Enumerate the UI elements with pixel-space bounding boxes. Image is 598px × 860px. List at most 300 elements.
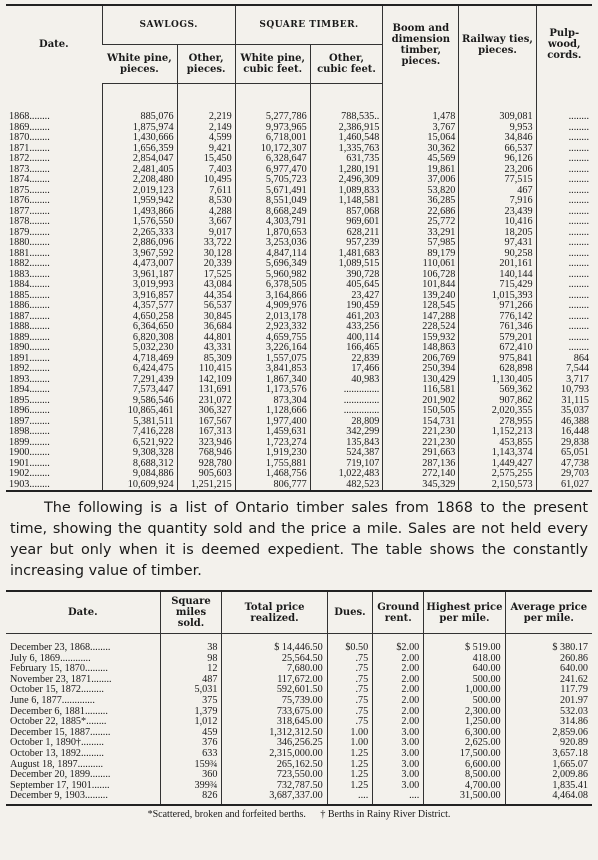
other-pieces-cell: 231,072 (177, 396, 235, 407)
table-row (6, 238, 592, 249)
white-pine-cubic-cell: 1,870,653 (235, 228, 310, 239)
other-cubic-cell: 40,983 (310, 375, 383, 386)
boom-timber-cell: 139,240 (383, 291, 459, 302)
header-average-price: Average price per mile. (505, 591, 592, 634)
total-price-cell: 265,162.50 (222, 760, 327, 771)
other-cubic-cell: 1,335,763 (310, 144, 383, 155)
white-pine-pieces-cell: 2,265,333 (102, 228, 177, 239)
square-miles-cell: 5,031 (160, 685, 222, 696)
header-boom: Boom and dimension timber, pieces. (383, 5, 459, 84)
header-highest-price: Highest price per mile. (424, 591, 505, 634)
ground-rent-cell: 2.00 (373, 707, 424, 718)
boom-timber-cell: 201,902 (383, 396, 459, 407)
white-pine-cubic-cell: 4,659,755 (235, 333, 310, 344)
sale-date-cell: November 23, 1871........ (10, 673, 112, 685)
white-pine-pieces-cell: 9,308,328 (102, 448, 177, 459)
year-cell: 1873........ (9, 163, 50, 175)
white-pine-cubic-cell: 5,960,982 (235, 270, 310, 281)
sale-date-cell: February 15, 1870......... (10, 663, 108, 675)
other-cubic-cell: 1,022,483 (310, 469, 383, 480)
white-pine-pieces-cell: 885,076 (102, 112, 177, 123)
white-pine-cubic-cell: 806,777 (235, 480, 310, 492)
total-price-cell: 7,680.00 (222, 664, 327, 675)
year-cell: 1870........ (9, 132, 50, 143)
railway-ties-cell: 2,150,573 (459, 480, 536, 492)
table-row (6, 175, 592, 186)
highest-price-cell: 2,300.00 (424, 707, 505, 718)
timber-production-body (6, 84, 592, 492)
white-pine-pieces-cell: 1,493,866 (102, 207, 177, 218)
dues-cell: 1.00 (327, 728, 373, 739)
ground-rent-cell: 3.00 (373, 728, 424, 739)
year-cell: 1893........ (9, 373, 50, 385)
pulpwood-cords-cell: ........ (536, 343, 592, 354)
table-row (6, 322, 592, 333)
other-cubic-cell: 405,645 (310, 280, 383, 291)
other-cubic-cell: 482,523 (310, 480, 383, 492)
total-price-cell: 75,739.00 (222, 696, 327, 707)
table-row (6, 469, 592, 480)
dues-cell: 1.25 (327, 760, 373, 771)
railway-ties-cell: 2,575,255 (459, 469, 536, 480)
boom-timber-cell: 101,844 (383, 280, 459, 291)
total-price-cell: 3,687,337.00 (222, 791, 327, 805)
header-other-pieces: Other, pieces. (177, 45, 235, 84)
other-cubic-cell: 957,239 (310, 238, 383, 249)
railway-ties-cell: 309,081 (459, 112, 536, 123)
ground-rent-cell: 2.00 (373, 717, 424, 728)
white-pine-cubic-cell: 3,841,853 (235, 364, 310, 375)
average-price-cell: 4,464.08 (505, 791, 592, 805)
white-pine-cubic-cell: 2,013,178 (235, 312, 310, 323)
boom-timber-cell: 33,291 (383, 228, 459, 239)
pulpwood-cords-cell: ........ (536, 144, 592, 155)
ground-rent-cell: 2.00 (373, 664, 424, 675)
pulpwood-cords-cell: 65,051 (536, 448, 592, 459)
dues-cell: $0.50 (327, 634, 373, 654)
white-pine-pieces-cell: 4,473,007 (102, 259, 177, 270)
boom-timber-cell: 221,230 (383, 438, 459, 449)
average-price-cell: 314.86 (505, 717, 592, 728)
year-cell: 1868........ (9, 111, 50, 122)
dues-cell: .75 (327, 675, 373, 686)
other-pieces-cell: 43,331 (177, 343, 235, 354)
total-price-cell: 733,675.00 (222, 707, 327, 718)
table-row (6, 385, 592, 396)
boom-timber-cell: 106,728 (383, 270, 459, 281)
year-cell: 1891........ (9, 352, 50, 364)
average-price-cell: 2,009.86 (505, 770, 592, 781)
average-price-cell: 3,657.18 (505, 749, 592, 760)
boom-timber-cell: 19,861 (383, 165, 459, 176)
other-pieces-cell: 905,603 (177, 469, 235, 480)
pulpwood-cords-cell: ........ (536, 217, 592, 228)
sale-date-cell: October 13, 1892......... (10, 747, 104, 759)
railway-ties-cell: 1,449,427 (459, 459, 536, 470)
highest-price-cell: 17,500.00 (424, 749, 505, 760)
white-pine-pieces-cell: 7,573,447 (102, 385, 177, 396)
pulpwood-cords-cell: ........ (536, 123, 592, 134)
other-cubic-cell: 1,481,683 (310, 249, 383, 260)
year-cell: 1877........ (9, 205, 50, 217)
year-cell: 1884........ (9, 279, 50, 290)
railway-ties-cell: 10,416 (459, 217, 536, 228)
pulpwood-cords-cell: ........ (536, 249, 592, 260)
dues-cell: .75 (327, 654, 373, 665)
white-pine-cubic-cell: 1,919,230 (235, 448, 310, 459)
highest-price-cell: 2,625.00 (424, 738, 505, 749)
railway-ties-cell: 77,515 (459, 175, 536, 186)
other-cubic-cell: 2,496,309 (310, 175, 383, 186)
table-row (6, 696, 592, 707)
year-cell: 1887........ (9, 310, 50, 322)
other-pieces-cell: 56,537 (177, 301, 235, 312)
other-pieces-cell: 85,309 (177, 354, 235, 365)
other-cubic-cell: 400,114 (310, 333, 383, 344)
boom-timber-cell: 45,569 (383, 154, 459, 165)
year-cell: 1869........ (9, 121, 50, 133)
other-cubic-cell: 1,460,548 (310, 133, 383, 144)
year-cell: 1882........ (9, 258, 50, 269)
boom-timber-cell: 116,581 (383, 385, 459, 396)
white-pine-pieces-cell: 4,650,258 (102, 312, 177, 323)
railway-ties-cell: 66,537 (459, 144, 536, 155)
sale-date-cell: October 22, 1885*........ (10, 716, 107, 728)
other-pieces-cell: 323,946 (177, 438, 235, 449)
table-row (6, 749, 592, 760)
pulpwood-cords-cell: 61,027 (536, 480, 592, 492)
year-cell: 1886........ (9, 300, 50, 311)
other-pieces-cell: 768,946 (177, 448, 235, 459)
ground-rent-cell: .... (373, 791, 424, 805)
other-cubic-cell: 390,728 (310, 270, 383, 281)
white-pine-pieces-cell: 5,381,511 (102, 417, 177, 428)
white-pine-cubic-cell: 1,755,881 (235, 459, 310, 470)
pulpwood-cords-cell: ........ (536, 207, 592, 218)
total-price-cell: 732,787.50 (222, 781, 327, 792)
white-pine-pieces-cell: 5,032,230 (102, 343, 177, 354)
other-cubic-cell: 190,459 (310, 301, 383, 312)
other-pieces-cell: 30,845 (177, 312, 235, 323)
highest-price-cell: $ 519.00 (424, 634, 505, 654)
white-pine-pieces-cell: 2,854,047 (102, 154, 177, 165)
boom-timber-cell: 89,179 (383, 249, 459, 260)
average-price-cell: 117.79 (505, 685, 592, 696)
pulpwood-cords-cell: ........ (536, 175, 592, 186)
railway-ties-cell: 90,258 (459, 249, 536, 260)
other-cubic-cell: 2,386,915 (310, 123, 383, 134)
white-pine-pieces-cell: 6,521,922 (102, 438, 177, 449)
railway-ties-cell: 1,015,393 (459, 291, 536, 302)
white-pine-pieces-cell: 2,208,480 (102, 175, 177, 186)
table-row (6, 196, 592, 207)
total-price-cell: 1,312,312.50 (222, 728, 327, 739)
white-pine-pieces-cell: 3,961,187 (102, 270, 177, 281)
table-row (6, 791, 592, 805)
square-miles-cell: 98 (160, 654, 222, 665)
other-pieces-cell: 4,599 (177, 133, 235, 144)
white-pine-cubic-cell: 1,173,576 (235, 385, 310, 396)
other-cubic-cell: 628,211 (310, 228, 383, 239)
pulpwood-cords-cell: ........ (536, 280, 592, 291)
other-pieces-cell: 9,017 (177, 228, 235, 239)
average-price-cell: 241.62 (505, 675, 592, 686)
year-cell: 1902........ (9, 468, 50, 479)
pulpwood-cords-cell: 864 (536, 354, 592, 365)
highest-price-cell: 500.00 (424, 675, 505, 686)
highest-price-cell: 8,500.00 (424, 770, 505, 781)
other-cubic-cell: 23,427 (310, 291, 383, 302)
year-cell: 1894........ (9, 384, 50, 395)
square-miles-cell: 633 (160, 749, 222, 760)
other-pieces-cell: 9,421 (177, 144, 235, 155)
average-price-cell: 532.03 (505, 707, 592, 718)
white-pine-pieces-cell: 6,364,650 (102, 322, 177, 333)
ground-rent-cell: 3.00 (373, 770, 424, 781)
railway-ties-cell: 7,916 (459, 196, 536, 207)
year-cell: 1889........ (9, 331, 50, 343)
ground-rent-cell: 2.00 (373, 675, 424, 686)
other-pieces-cell: 7,403 (177, 165, 235, 176)
sale-date-cell: October 15, 1872......... (10, 684, 104, 696)
white-pine-pieces-cell: 1,656,359 (102, 144, 177, 155)
year-cell: 1871........ (9, 142, 50, 154)
other-cubic-cell: 166,465 (310, 343, 383, 354)
other-pieces-cell: 10,495 (177, 175, 235, 186)
year-cell: 1874........ (9, 174, 50, 185)
boom-timber-cell: 228,524 (383, 322, 459, 333)
sale-date-cell: December 6, 1881......... (10, 705, 108, 717)
other-cubic-cell: 342,299 (310, 427, 383, 438)
white-pine-pieces-cell: 6,820,308 (102, 333, 177, 344)
other-pieces-cell: 7,611 (177, 186, 235, 197)
pulpwood-cords-cell: 29,703 (536, 469, 592, 480)
dues-cell: .75 (327, 696, 373, 707)
boom-timber-cell: 128,545 (383, 301, 459, 312)
total-price-cell: 318,645.00 (222, 717, 327, 728)
highest-price-cell: 6,300.00 (424, 728, 505, 739)
header-white-pine-cubic: White pine, cubic feet. (235, 45, 310, 84)
header-square-miles: Square miles sold. (160, 591, 222, 634)
pulpwood-cords-cell: ........ (536, 165, 592, 176)
white-pine-cubic-cell: 8,668,249 (235, 207, 310, 218)
dues-cell: 1.25 (327, 781, 373, 792)
railway-ties-cell: 140,144 (459, 270, 536, 281)
boom-timber-cell: 15,064 (383, 133, 459, 144)
railway-ties-cell: 569,362 (459, 385, 536, 396)
railway-ties-cell: 715,429 (459, 280, 536, 291)
white-pine-pieces-cell: 6,424,475 (102, 364, 177, 375)
table-row (6, 448, 592, 459)
railway-ties-cell: 467 (459, 186, 536, 197)
other-cubic-cell: 461,203 (310, 312, 383, 323)
sale-date-cell: December 9, 1903......... (10, 790, 108, 802)
highest-price-cell: 640.00 (424, 664, 505, 675)
header-white-pine-pieces: White pine, pieces. (102, 45, 177, 84)
white-pine-pieces-cell: 7,291,439 (102, 375, 177, 386)
boom-timber-cell: 22,686 (383, 207, 459, 218)
other-pieces-cell: 33,722 (177, 238, 235, 249)
pulpwood-cords-cell: 29,838 (536, 438, 592, 449)
total-price-cell: 25,564.50 (222, 654, 327, 665)
dues-cell: .75 (327, 707, 373, 718)
pulpwood-cords-cell: ........ (536, 259, 592, 270)
white-pine-cubic-cell: 10,172,307 (235, 144, 310, 155)
white-pine-pieces-cell: 9,084,886 (102, 469, 177, 480)
highest-price-cell: 1,000.00 (424, 685, 505, 696)
other-cubic-cell: 1,089,833 (310, 186, 383, 197)
table-row (6, 634, 592, 654)
square-miles-cell: 487 (160, 675, 222, 686)
ground-rent-cell: 3.00 (373, 749, 424, 760)
other-pieces-cell: 2,219 (177, 112, 235, 123)
white-pine-cubic-cell: 6,977,470 (235, 165, 310, 176)
railway-ties-cell: 18,205 (459, 228, 536, 239)
ground-rent-cell: $2.00 (373, 634, 424, 654)
dues-cell: 1.25 (327, 749, 373, 760)
white-pine-cubic-cell: 6,718,001 (235, 133, 310, 144)
boom-timber-cell: 110,061 (383, 259, 459, 270)
sale-date-cell: June 6, 1877............. (10, 694, 95, 706)
other-pieces-cell: 15,450 (177, 154, 235, 165)
year-cell: 1901........ (9, 457, 50, 469)
highest-price-cell: 418.00 (424, 654, 505, 665)
railway-ties-cell: 97,431 (459, 238, 536, 249)
other-cubic-cell: .............. (310, 385, 383, 396)
boom-timber-cell: 272,140 (383, 469, 459, 480)
white-pine-cubic-cell: 5,671,491 (235, 186, 310, 197)
average-price-cell: $ 380.17 (505, 634, 592, 654)
pulpwood-cords-cell: ........ (536, 301, 592, 312)
railway-ties-cell: 971,266 (459, 301, 536, 312)
railway-ties-cell: 776,142 (459, 312, 536, 323)
year-cell: 1878........ (9, 216, 50, 227)
other-pieces-cell: 142,109 (177, 375, 235, 386)
square-miles-cell: 399¾ (160, 781, 222, 792)
pulpwood-cords-cell: ........ (536, 322, 592, 333)
pulpwood-cords-cell: ........ (536, 312, 592, 323)
white-pine-cubic-cell: 8,551,049 (235, 196, 310, 207)
white-pine-cubic-cell: 1,723,274 (235, 438, 310, 449)
ground-rent-cell: 2.00 (373, 685, 424, 696)
pulpwood-cords-cell: ........ (536, 333, 592, 344)
railway-ties-cell: 278,955 (459, 417, 536, 428)
boom-timber-cell: 345,329 (383, 480, 459, 492)
white-pine-cubic-cell: 6,328,647 (235, 154, 310, 165)
other-cubic-cell: 857,068 (310, 207, 383, 218)
white-pine-cubic-cell: 873,304 (235, 396, 310, 407)
white-pine-pieces-cell: 7,416,228 (102, 427, 177, 438)
table-row (6, 480, 592, 492)
white-pine-cubic-cell: 1,867,340 (235, 375, 310, 386)
footnotes (6, 809, 592, 820)
table-row (6, 406, 592, 417)
pulpwood-cords-cell: 3,717 (536, 375, 592, 386)
other-pieces-cell: 44,354 (177, 291, 235, 302)
pulpwood-cords-cell: 35,037 (536, 406, 592, 417)
boom-timber-cell: 148,863 (383, 343, 459, 354)
other-pieces-cell: 167,567 (177, 417, 235, 428)
header-dues: Dues. (327, 591, 373, 634)
total-price-cell: 723,550.00 (222, 770, 327, 781)
white-pine-cubic-cell: 5,277,786 (235, 112, 310, 123)
highest-price-cell: 6,600.00 (424, 760, 505, 771)
header-date: Date. (39, 39, 69, 51)
white-pine-cubic-cell: 1,459,631 (235, 427, 310, 438)
sale-date-cell: October 1, 1890†......... (10, 737, 104, 749)
dues-cell: 1.00 (327, 738, 373, 749)
white-pine-pieces-cell: 1,959,942 (102, 196, 177, 207)
other-cubic-cell: 22,839 (310, 354, 383, 365)
total-price-cell: 346,256.25 (222, 738, 327, 749)
railway-ties-cell: 453,855 (459, 438, 536, 449)
average-price-cell: 1,665.07 (505, 760, 592, 771)
other-cubic-cell: 524,387 (310, 448, 383, 459)
white-pine-pieces-cell: 9,586,546 (102, 396, 177, 407)
boom-timber-cell: 159,932 (383, 333, 459, 344)
sale-date-cell: December 20, 1899........ (10, 769, 111, 781)
other-cubic-cell: 1,148,581 (310, 196, 383, 207)
railway-ties-cell: 96,126 (459, 154, 536, 165)
table-row (6, 112, 592, 123)
pulpwood-cords-cell: ........ (536, 238, 592, 249)
pulpwood-cords-cell: 46,388 (536, 417, 592, 428)
ground-rent-cell: 3.00 (373, 760, 424, 771)
boom-timber-cell: 57,985 (383, 238, 459, 249)
other-pieces-cell: 1,251,215 (177, 480, 235, 492)
boom-timber-cell: 147,288 (383, 312, 459, 323)
year-cell: 1903........ (9, 478, 50, 490)
other-pieces-cell: 43,084 (177, 280, 235, 291)
railway-ties-cell: 1,130,405 (459, 375, 536, 386)
year-cell: 1896........ (9, 405, 50, 416)
other-pieces-cell: 2,149 (177, 123, 235, 134)
white-pine-pieces-cell: 1,430,666 (102, 133, 177, 144)
other-pieces-cell: 167,313 (177, 427, 235, 438)
white-pine-cubic-cell: 1,977,400 (235, 417, 310, 428)
sale-date-cell: December 23, 1868........ (10, 642, 111, 653)
year-cell: 1885........ (9, 289, 50, 301)
white-pine-pieces-cell: 3,916,857 (102, 291, 177, 302)
ground-rent-cell: 2.00 (373, 654, 424, 665)
pulpwood-cords-cell: 31,115 (536, 396, 592, 407)
pulpwood-cords-cell: ........ (536, 196, 592, 207)
white-pine-cubic-cell: 1,128,666 (235, 406, 310, 417)
boom-timber-cell: 36,285 (383, 196, 459, 207)
white-pine-cubic-cell: 9,973,965 (235, 123, 310, 134)
railway-ties-cell: 1,152,213 (459, 427, 536, 438)
highest-price-cell: 4,700.00 (424, 781, 505, 792)
pulpwood-cords-cell: ........ (536, 270, 592, 281)
railway-ties-cell: 579,201 (459, 333, 536, 344)
average-price-cell: 260.86 (505, 654, 592, 665)
table-row (6, 259, 592, 270)
railway-ties-cell: 907,862 (459, 396, 536, 407)
boom-timber-cell: 3,767 (383, 123, 459, 134)
header-other-cubic: Other, cubic feet. (310, 45, 383, 84)
pulpwood-cords-cell: 16,448 (536, 427, 592, 438)
table-row (6, 154, 592, 165)
boom-timber-cell: 53,820 (383, 186, 459, 197)
pulpwood-cords-cell: 47,738 (536, 459, 592, 470)
other-cubic-cell: 969,601 (310, 217, 383, 228)
timber-sales-table (6, 590, 592, 806)
year-cell: 1895........ (9, 394, 50, 406)
average-price-cell: 920.89 (505, 738, 592, 749)
table-row (6, 364, 592, 375)
boom-timber-cell: 291,663 (383, 448, 459, 459)
white-pine-cubic-cell: 4,303,791 (235, 217, 310, 228)
